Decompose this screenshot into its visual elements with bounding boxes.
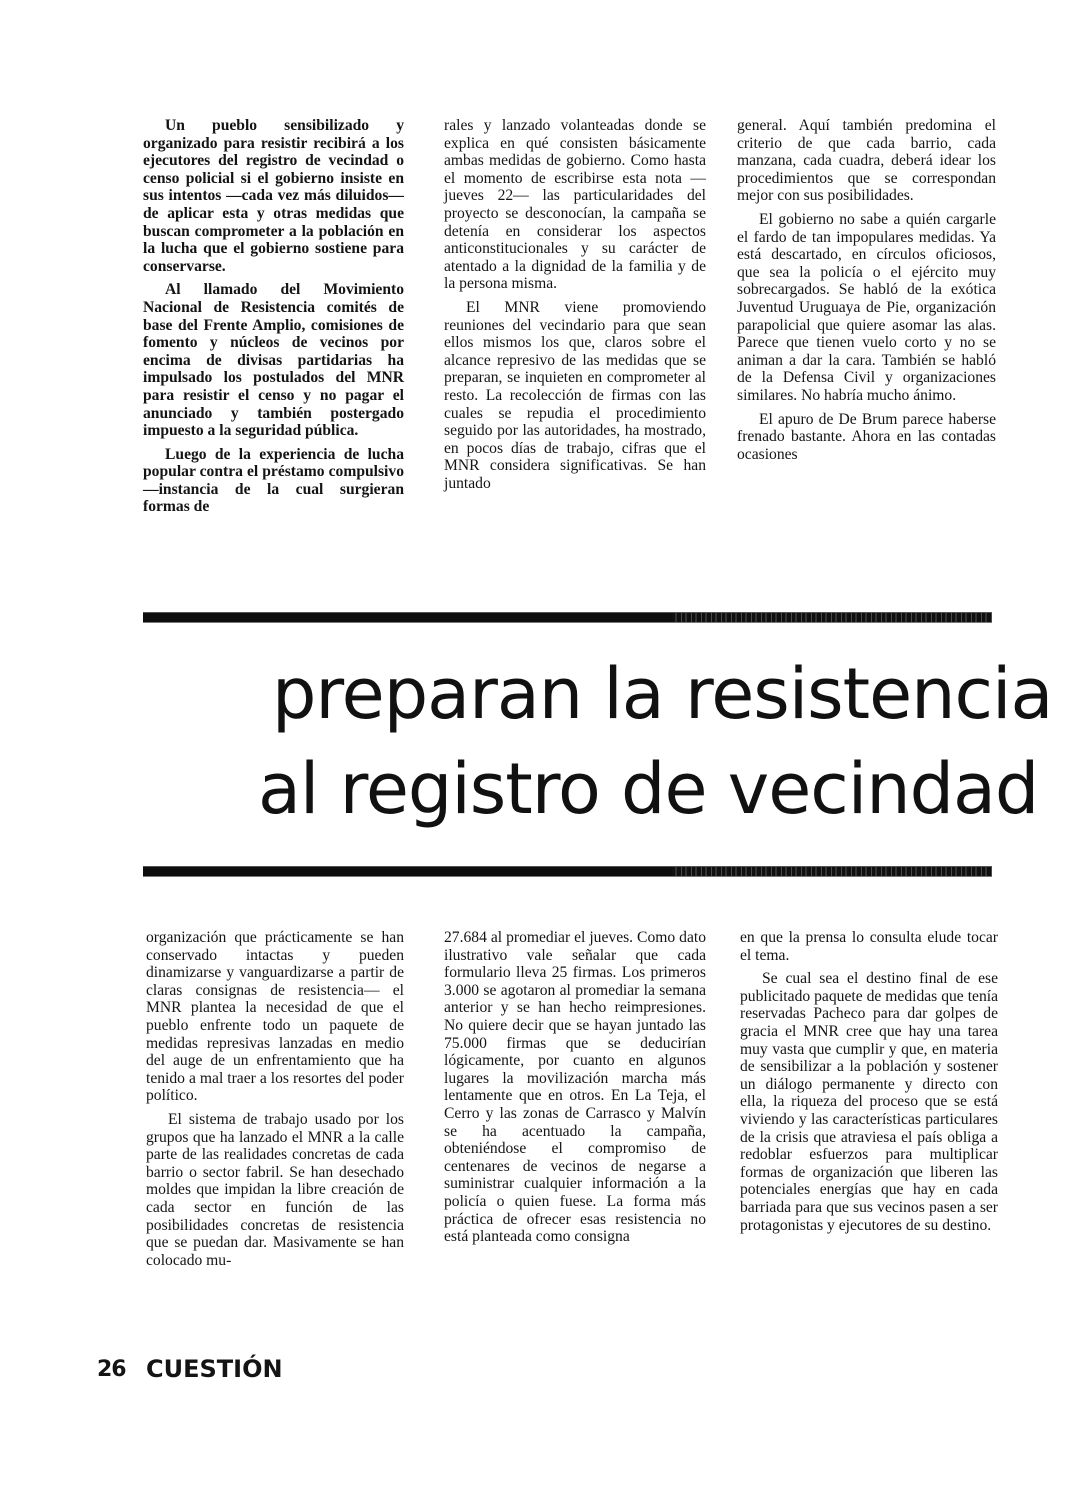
page-number: 26: [97, 1357, 126, 1382]
top-divider-rule: [143, 612, 992, 623]
headline-line-1: preparan la resistencia: [272, 653, 1053, 735]
paragraph: Se cual sea el destino final de ese publicitado paquete de medidas que tenía reservadas Pacheco para dar golpes de gracia el MNR cree que hay una tarea muy vasta que cumplir y que, en materia de sensibilizar a la población y sostener un diálogo permanente y directo con ella, la riqueza del proceso que se está viviendo y las características particulares de la crisis que atraviesa el país obliga a redoblar esfuerzos para multiplicar formas de organización que liberen las potenciales energías que hay en cada barriada para que sus vecinos pasen a ser protagonistas y ejecutores de su destino.: [740, 970, 998, 1234]
bottom-column-2: [444, 929, 706, 1252]
paragraph: Luego de la experiencia de lucha popular contra el préstamo compulsivo —instancia de la cual surgieran formas de: [143, 445, 404, 516]
top-column-2: [444, 117, 706, 498]
paragraph: El sistema de trabajo usado por los grupos que ha lanzado el MNR a la calle parte de las realidades concretas de cada barrio o sector fabril. Se han desechado moldes que impidan la libre creación de cada sector en función de las posibilidades concretas de resistencia que se puedan dar. Masivamente se han colocado mu-: [146, 1110, 404, 1269]
paragraph: rales y lanzado volanteadas donde se explica en qué consisten básicamente ambas medidas de gobierno. Como hasta el momento de escribirse esta nota —jueves 22— las particularidades del proyecto se desconocían, la campaña se detenía en considerar los aspectos anticonstitucionales y su carácter de atentado a la dignidad de la familia y de la persona misma.: [444, 117, 706, 293]
magazine-name: CUESTIÓN: [146, 1355, 283, 1383]
paragraph: Al llamado del Movimiento Nacional de Resistencia comités de base del Frente Amplio, comisiones de fomento y núcleos de vecinos por encima de divisas partidarias ha impulsado los postulados del MNR para resistir el censo y no pagar el anunciado y también postergado impuesto a la seguridad pública.: [143, 281, 404, 440]
bottom-column-1: [146, 929, 404, 1275]
headline-line-2: al registro de vecindad: [258, 748, 1039, 830]
top-column-1: [143, 117, 404, 522]
paragraph: 27.684 al promediar el jueves. Como dato ilustrativo vale señalar que cada formulario lleva 25 firmas. Los primeros 3.000 se agotaron al promediar la semana anterior y se han hecho reimpresiones. No quiere decir que se hayan juntado las 75.000 firmas que se deducirían lógicamente, por cuanto en algunos lugares la movilización marcha más lentamente que en otros. En La Teja, el Cerro y las zonas de Carrasco y Malvín se ha acentuado la campaña, obteniéndose el compromiso de centenares de vecinos de negarse a suministrar cualquier información a la policía o quien fuese. La forma más práctica de ofrecer esas resistencia no está planteada como consigna: [444, 929, 706, 1246]
paragraph: general. Aquí también predomina el criterio de que cada barrio, cada manzana, cada cuadra, deberá idear los procedimientos que se correspondan mejor con sus posibilidades.: [737, 117, 996, 205]
paragraph: Un pueblo sensibilizado y organizado para resistir recibirá a los ejecutores del registro de vecindad o censo policial si el gobierno insiste en sus intentos —cada vez más diluidos— de aplicar esta y otras medidas que buscan comprometer a la población en la lucha que el gobierno sostiene para conservarse.: [143, 117, 404, 275]
top-column-3: [737, 117, 996, 469]
paragraph: organización que prácticamente se han conservado intactas y pueden dinamizarse y vanguardizarse a partir de claras consignas de resistencia— el MNR plantea la necesidad de que el pueblo enfrente todo un paquete de medidas represivas lanzadas en medio del auge de un enfrentamiento que ha tenido a mal traer a los resortes del poder político.: [146, 929, 404, 1105]
paragraph: en que la prensa lo consulta elude tocar el tema.: [740, 929, 998, 964]
paragraph: El MNR viene promoviendo reuniones del vecindario para que sean ellos mismos los que, claros sobre el alcance represivo de las medidas que se preparan, se inquieten en comprometer al resto. La recolección de firmas con las cuales se repudia el procedimiento seguido por las autoridades, ha mostrado, en pocos días de trabajo, cifras que el MNR considera significativas. Se han juntado: [444, 298, 706, 492]
paragraph: El gobierno no sabe a quién cargarle el fardo de tan impopulares medidas. Ya está descartado, en círculos oficiosos, que sea la policía o el ejército muy sobrecargados. Se habló de la exótica Juventud Uruguaya de Pie, organización parapolicial que quiere asomar las alas. Parece que tienen vuelo corto y no se animan a dar la cara. También se habló de la Defensa Civil y organizaciones similares. No habría mucho ánimo.: [737, 210, 996, 404]
bottom-divider-rule: [143, 866, 992, 877]
paragraph: El apuro de De Brum parece haberse frenado bastante. Ahora en las contadas ocasiones: [737, 410, 996, 463]
bottom-column-3: [740, 929, 998, 1240]
